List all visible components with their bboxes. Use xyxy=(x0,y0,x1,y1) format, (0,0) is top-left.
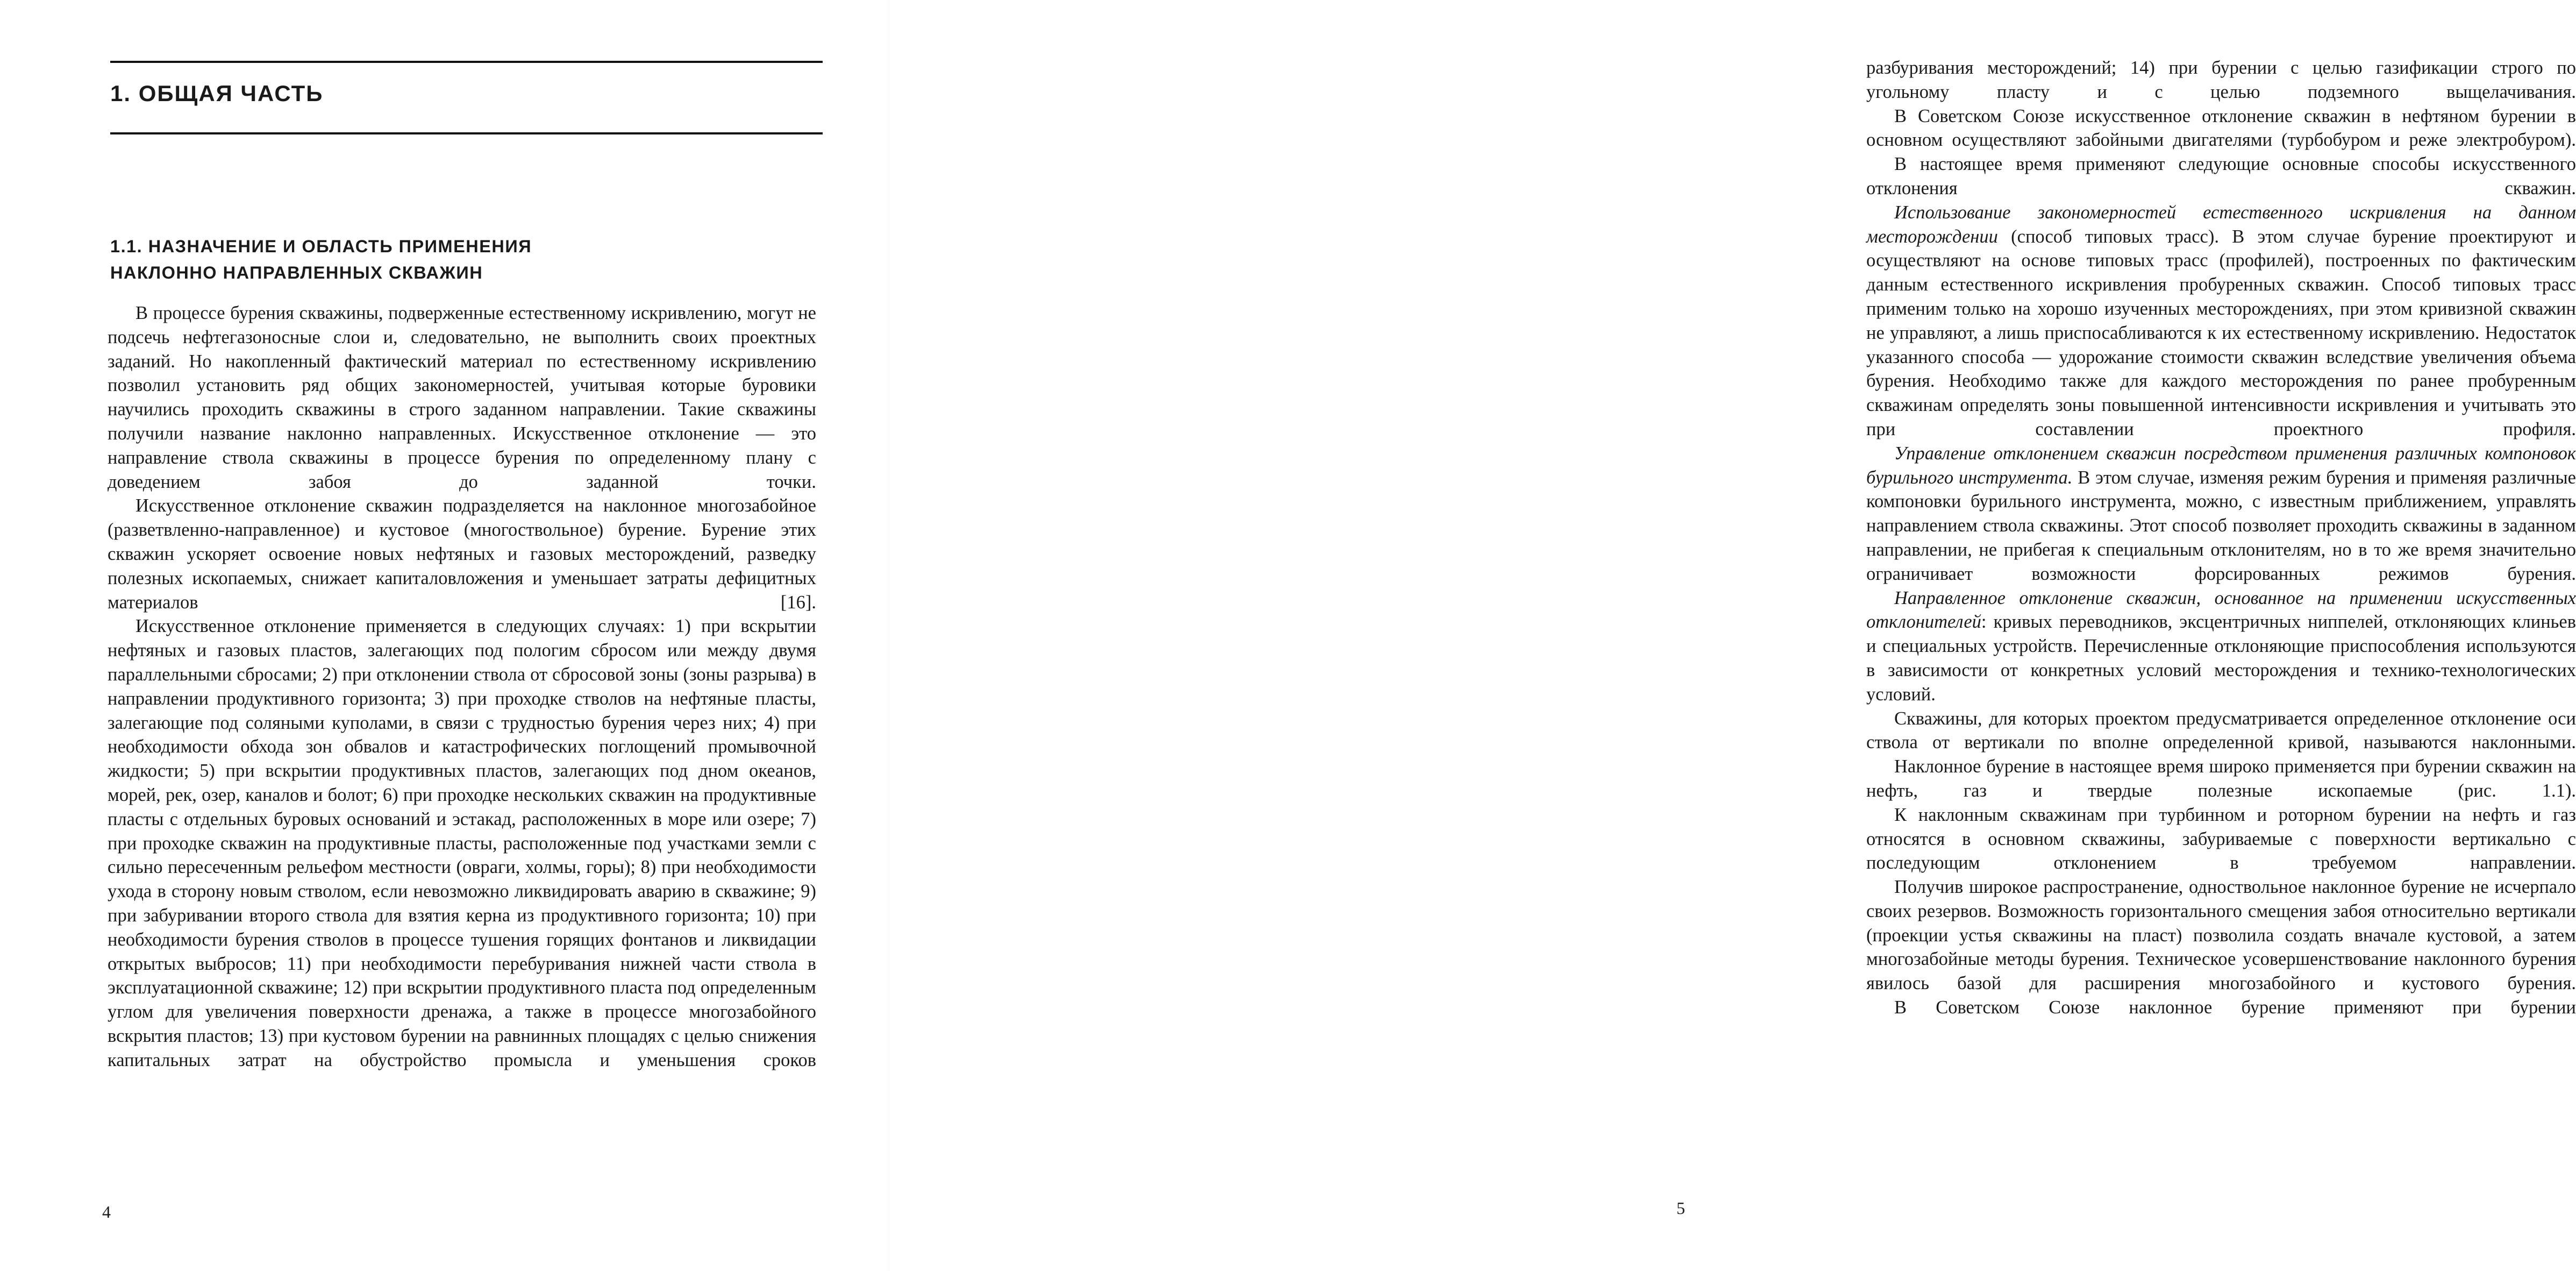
paragraph-assemblies xyxy=(1866,442,2576,586)
section-title xyxy=(110,233,594,286)
page-number-left: 4 xyxy=(102,1202,111,1222)
section-title-line-1: 1.1. НАЗНАЧЕНИЕ И ОБЛАСТЬ ПРИМЕНЕНИЯ xyxy=(110,237,532,256)
section-title-line-2: НАКЛОННО НАПРАВЛЕННЫХ СКВАЖИН xyxy=(110,263,483,282)
page-number-right: 5 xyxy=(1676,1198,1685,1218)
paragraph-intro: В процессе бурения скважины, подверженные естественному искривлению, могут не подсечь нефтегазоносные слои и, следовательно, не выполнить своих проектных заданий. Но накопленный фактический материал по естественному искривлению позволил установить ряд общих закономерностей, учитывая которые буровики научились проходить скважины в строго заданном направлении. Такие скважины получили название наклонно направленных. Искусственное отклонение — это направление ствола скважины в процессе бурения по определенному плану с доведением забоя до заданной точки. xyxy=(108,303,816,492)
paragraph-reserves: Получив широкое распространение, одноствольное наклонное бурение не исчерпало своих резервов. Возможность горизонтального смещения забоя относительно вертикали (проекции устья скважины на пласт) позволила создать вначале кустовой, а затем многозабойные методы бурения. Техническое усовершенствование наклонного бурения явилось базой для расширения многозабойного и кустового бурения. xyxy=(1866,877,2576,994)
paragraph-soviet-methods: В Советском Союзе искусственное отклонение скважин в нефтяном бурении в основном осуществляют забойными двигателями (турбобуром и реже электробуром). xyxy=(1866,105,2576,151)
paragraph-typical-routes xyxy=(1866,201,2576,442)
paragraph-continuation: разбуривания месторождений; 14) при бурении с целью газификации строго по угольному пласту и с целью подземного выщелачивания. xyxy=(1866,58,2576,102)
paragraph-usage: Наклонное бурение в настоящее время широко применяется при бурении скважин на нефть, газ и твердые полезные ископаемые (рис. 1.1). xyxy=(1866,756,2576,801)
typical-routes-heading: Использование закономерностей естественного искривления на данном месторождении xyxy=(1866,202,2576,247)
chapter-title: 1. ОБЩАЯ ЧАСТЬ xyxy=(110,81,324,106)
paragraph-turbine-rotary: К наклонным скважинам при турбинном и роторном бурении на нефть и газ относятся в основном скважины, забуриваемые с поверхности вертикально с последующим отклонением в требуемом направлении. xyxy=(1866,804,2576,874)
left-page xyxy=(0,0,889,1271)
typical-routes-text: (способ типовых трасс). В этом случае бурение проектируют и осуществляют на основе типовых трасс (профилей), построенных по фактическим данным естественного искривления пробуренных скважин. Способ типовых трасс применим только на хорошо изученных месторождениях, при этом кривизной скважин не управляют, а лишь приспосабливаются к их естественному искривлению. Недостаток указанного способа — удорожание стоимости скважин вследствие увеличения объема бурения. Необходимо также для каждого месторождения по ранее пробуренным скважинам определять зоны повышенной интенсивности искривления и учитывать это при составлении проектного профиля. xyxy=(1866,226,2576,439)
chapter-rule-top xyxy=(110,61,823,63)
assemblies-heading: Управление отклонением скважин посредством применения различных компоновок бурильного инструмента. xyxy=(1866,443,2576,488)
paragraph-definition: Скважины, для которых проектом предусматривается определенное отклонение оси ствола от вертикали по вполне определенной кривой, называются наклонными. xyxy=(1866,708,2576,753)
paragraph-soviet-usage: В Советском Союзе наклонное бурение применяют при бурении xyxy=(1894,997,2576,1018)
paragraph-classification: Искусственное отклонение скважин подразделяется на наклонное многозабойное (разветвленно-направленное) и кустовое (многоствольное) бурение. Бурение этих скважин ускоряет освоение новых нефтяных и газовых месторождений, разведку полезных ископаемых, снижает капиталовложения и уменьшает затраты дефицитных материалов [16]. xyxy=(108,495,816,613)
paragraph-deflectors xyxy=(1866,586,2576,707)
paragraph-cases: Искусственное отклонение применяется в следующих случаях: 1) при вскрытии нефтяных и газовых пластов, залегающих под пологим сбросом или между двумя параллельными сбросами; 2) при отклонении ствола от сбросовой зоны (зоны разрыва) в направлении продуктивного горизонта; 3) при проходке стволов на нефтяные пласты, залегающие под соляными куполами, в связи с трудностью бурения через них; 4) при необходимости обхода зон обвалов и катастрофических поглощений промывочной жидкости; 5) при вскрытии продуктивных пластов, залегающих под дном океанов, морей, рек, озер, каналов и болот; 6) при проходке нескольких скважин на продуктивные пласты с отдельных буровых оснований и эстакад, расположенных в море или озере; 7) при проходке скважин на продуктивные пласты, расположенные под участками земли с сильно пересеченным рельефом местности (овраги, холмы, горы); 8) при необходимости ухода в сторону новым стволом, если невозможно ликвидировать аварию в скважине; 9) при забуривании второго ствола для взятия керна из продуктивного горизонта; 10) при необходимости бурения стволов в процессе тушения горящих фонтанов и ликвидации открытых выбросов; 11) при необходимости перебуривания нижней части ствола в эксплуатационной скважине; 12) при вскрытии продуктивного пласта под определенным углом для увеличения поверхности дренажа, а также в процессе многозабойного вскрытия пластов; 13) при кустовом бурении на равнинных площадях с целью снижения капитальных затрат на обустройство промысла и уменьшения сроков xyxy=(108,616,816,1070)
deflectors-heading: Направленное отклонение скважин, основанное на применении искусственных отклонителей xyxy=(1866,587,2576,633)
right-page xyxy=(889,0,2576,1271)
right-body-text xyxy=(1866,56,2576,1020)
chapter-rule-bottom xyxy=(110,132,823,134)
paragraph-methods-intro: В настоящее время применяют следующие основные способы искусственного отклонения скважин. xyxy=(1866,154,2576,198)
deflectors-text: : кривых переводников, эксцентричных ниппелей, отклоняющих клиньев и специальных устройств. Перечисленные отклоняющие приспособления используются в зависимости от конкретных условий месторождения и технико-технологических условий. xyxy=(1866,612,2576,705)
assemblies-text: В этом случае, изменяя режим бурения и применяя различные компоновки бурильного инструмента, можно, с известным приближением, управлять направлением ствола скважины. Этот способ позволяет проходить скважины в заданном направлении, не прибегая к специальным отклонителям, но в то же время значительно ограничивает возможности форсированных режимов бурения. xyxy=(1866,467,2576,584)
left-body-text xyxy=(108,301,816,1073)
